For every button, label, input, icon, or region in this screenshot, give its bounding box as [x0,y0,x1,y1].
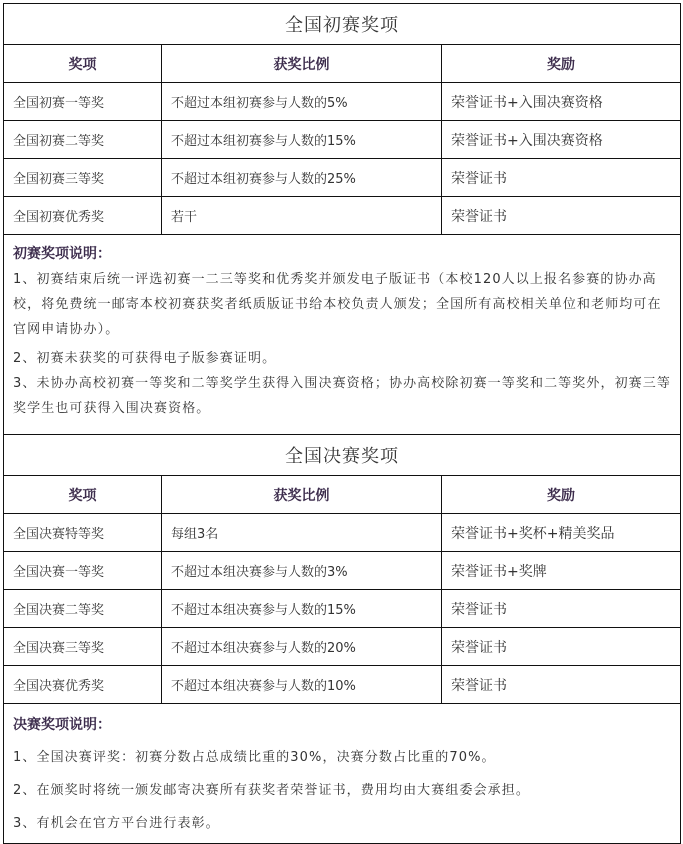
award-name: 全国决赛二等奖 [4,590,162,628]
award-name: 全国决赛一等奖 [4,552,162,590]
award-reward: 荣誉证书 [442,590,681,628]
column-header-ratio: 获奖比例 [162,45,442,83]
award-ratio: 不超过本组决赛参与人数的20% [162,628,442,666]
award-name: 全国初赛二等奖 [4,121,162,159]
award-name: 全国初赛优秀奖 [4,197,162,235]
preliminary-note-2: 2、初赛未获奖的可获得电子版参赛证明。 [13,351,277,366]
table-row [4,552,681,590]
table-row [4,159,681,197]
final-note-2: 2、在颁奖时将统一颁发邮寄决赛所有获奖者荣誉证书，费用均由大赛组委会承担。 [13,783,530,798]
award-reward: 荣誉证书+奖杯+精美奖品 [442,514,681,552]
column-header-reward: 奖励 [442,476,681,514]
final-note-1: 1、全国决赛评奖：初赛分数占总成绩比重的30%，决赛分数占比重的70%。 [13,750,496,765]
award-reward: 荣誉证书 [442,197,681,235]
award-ratio: 不超过本组初赛参与人数的5% [162,83,442,121]
column-header-ratio: 获奖比例 [162,476,442,514]
award-name: 全国初赛三等奖 [4,159,162,197]
award-name: 全国决赛优秀奖 [4,666,162,704]
award-reward: 荣誉证书+奖牌 [442,552,681,590]
table-row [4,197,681,235]
preliminary-title-row [4,4,681,45]
award-reward: 荣誉证书+入围决赛资格 [442,121,681,159]
award-name: 全国决赛三等奖 [4,628,162,666]
award-ratio: 若干 [162,197,442,235]
award-ratio: 每组3名 [162,514,442,552]
award-reward: 荣誉证书 [442,159,681,197]
final-title-row [4,435,681,476]
award-name: 全国初赛一等奖 [4,83,162,121]
table-row [4,514,681,552]
table-row [4,590,681,628]
preliminary-header-row [4,45,681,83]
award-reward: 荣誉证书+入围决赛资格 [442,83,681,121]
final-header-row [4,476,681,514]
award-ratio: 不超过本组决赛参与人数的15% [162,590,442,628]
table-row [4,83,681,121]
table-row [4,666,681,704]
preliminary-notes-row [4,235,681,435]
table-row [4,628,681,666]
award-ratio: 不超过本组决赛参与人数的3% [162,552,442,590]
awards-table [3,3,681,844]
final-notes-heading: 决赛奖项说明： [13,717,111,733]
award-ratio: 不超过本组初赛参与人数的25% [162,159,442,197]
final-notes-row [4,704,681,844]
column-header-award: 奖项 [4,45,162,83]
preliminary-notes-heading: 初赛奖项说明： [13,246,111,262]
table-row [4,121,681,159]
preliminary-note-3: 3、未协办高校初赛一等奖和二等奖学生获得入围决赛资格；协办高校除初赛一等奖和二等奖外，初赛三等奖学生也可获得入围决赛资格。 [13,376,671,416]
column-header-reward: 奖励 [442,45,681,83]
award-reward: 荣誉证书 [442,666,681,704]
award-ratio: 不超过本组决赛参与人数的10% [162,666,442,704]
award-name: 全国决赛特等奖 [4,514,162,552]
final-title: 全国决赛奖项 [4,435,681,476]
preliminary-title: 全国初赛奖项 [4,4,681,45]
final-note-3: 3、有机会在官方平台进行表彰。 [13,816,220,831]
preliminary-notes [4,235,681,435]
preliminary-note-1: 1、初赛结束后统一评选初赛一二三等奖和优秀奖并颁发电子版证书（本校120人以上报名参赛的协办高校，将免费统一邮寄本校初赛获奖者纸质版证书给本校负责人颁发；全国所有高校相关单位和老师均可在官网申请协办）。 [13,272,662,337]
column-header-award: 奖项 [4,476,162,514]
award-reward: 荣誉证书 [442,628,681,666]
final-notes [4,704,681,844]
award-ratio: 不超过本组初赛参与人数的15% [162,121,442,159]
